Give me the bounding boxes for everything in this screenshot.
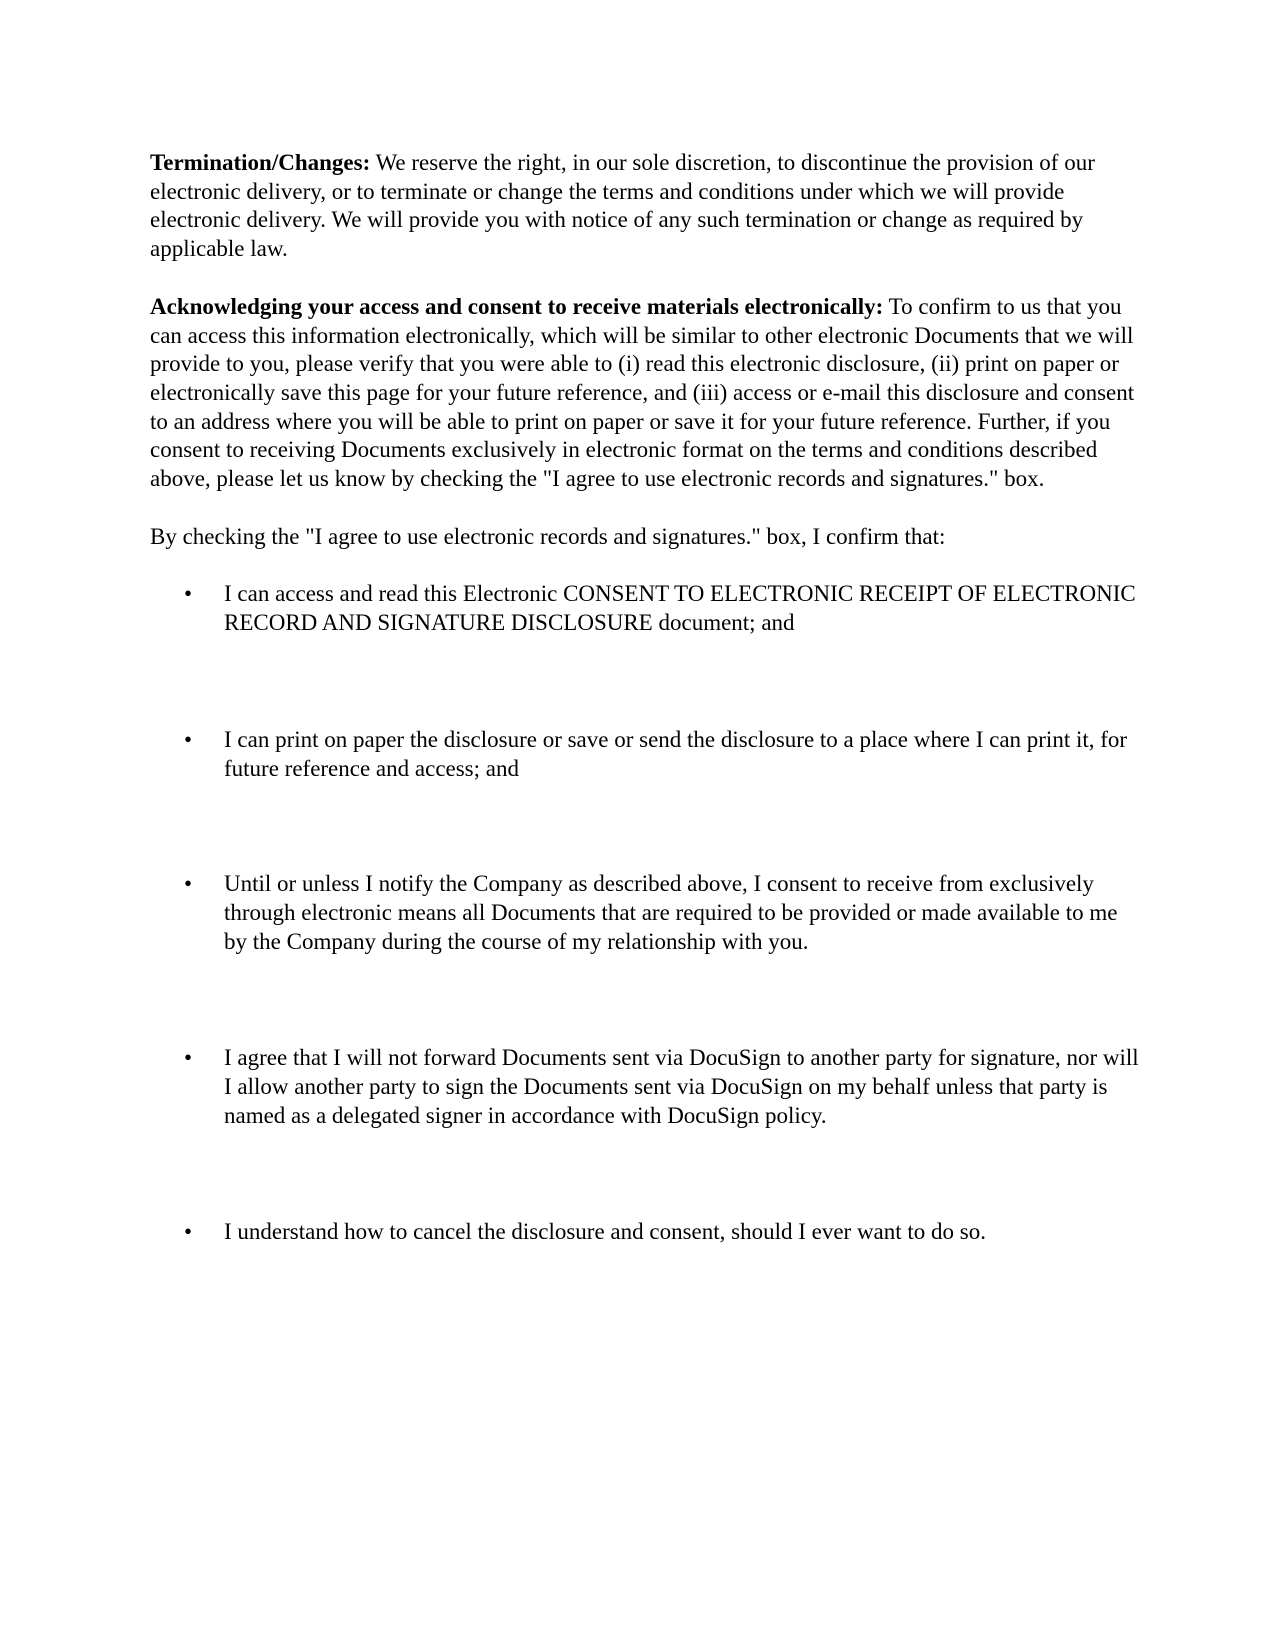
list-item-text: I can access and read this Electronic CONSENT TO ELECTRONIC RECEIPT OF ELECTRONIC RECORD AND SIGNATURE DISCLOSURE document; and [224,581,1136,636]
list-item-text: I agree that I will not forward Documents sent via DocuSign to another party for signature, nor will I allow another party to sign the Documents sent via DocuSign on my behalf unless that party is named as a delegated signer in accordance with DocuSign policy. [224,1045,1139,1128]
list-item [150,870,1140,956]
acknowledging-paragraph [150,293,1140,494]
list-item [150,1044,1140,1130]
list-item [150,580,1140,637]
list-item [150,1218,1140,1247]
termination-text: We reserve the right, in our sole discretion, to discontinue the provision of our electronic delivery, or to terminate or change the terms and conditions under which we will provide electronic delivery. We will provide you with notice of any such termination or change as required by applicable law. [150,150,1095,262]
list-item-text: I understand how to cancel the disclosure and consent, should I ever want to do so. [224,1219,986,1245]
termination-label: Termination/Changes: [150,150,371,175]
list-item-text: Until or unless I notify the Company as described above, I consent to receive from exclusively through electronic means all Documents that are required to be provided or made available to me by the Company during the course of my relationship with you. [224,871,1118,954]
acknowledging-text: To confirm to us that you can access this information electronically, which will be similar to other electronic Documents that we will provide to you, please verify that you were able to (i) read this electronic disclosure, (ii) print on paper or electronically save this page for your future reference, and (iii) access or e-mail this disclosure and consent to an address where you will be able to print on paper or save it for your future reference. Further, if you consent to receiving Documents exclusively in electronic format on the terms and conditions described above, please let us know by checking the "I agree to use electronic records and signatures." box. [150,293,1135,492]
bullet-icon: • [184,581,193,607]
document-body [150,149,1140,1247]
confirmation-list [150,580,1140,1247]
termination-paragraph [150,149,1140,264]
bullet-icon: • [184,726,193,752]
bullet-icon: • [184,1045,193,1071]
list-item-text: I can print on paper the disclosure or save or send the disclosure to a place where I can print it, for future reference and access; and [224,726,1128,781]
bullet-icon: • [184,1219,193,1245]
confirm-intro: By checking the "I agree to use electronic records and signatures." box, I confirm that: [150,523,946,549]
bullet-icon: • [184,871,193,897]
acknowledging-label: Acknowledging your access and consent to receive materials electronically: [150,293,884,319]
list-item [150,726,1140,783]
